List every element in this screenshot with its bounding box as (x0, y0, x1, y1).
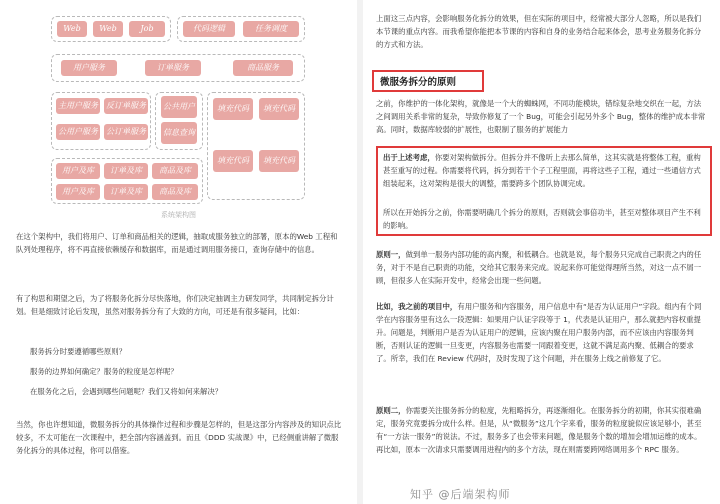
watermark: 知乎 @后端架构师 (410, 488, 511, 501)
paragraph: 上面这三点内容，会影响服务化拆分的效果，但在实际的项目中，经常被大部分人忽略，所以是我们本节课的重点内容。而我希望你能把本节课的内容和自身的业务结合起来体会，思考业务服务化拆分的方式和方法。 (376, 14, 702, 49)
highlight-paragraph (383, 151, 705, 190)
diagram-node: Web (57, 21, 87, 37)
diagram-node: 代码逻辑 (183, 21, 235, 37)
highlight-paragraph: 所以在开始拆分之前，你需要明确几个拆分的原则，否则就会事倍功半，甚至对整体项目产生不利的影响。 (383, 208, 701, 230)
diagram-node: Web (93, 21, 123, 37)
body-text: 做到单一服务内部功能的高内聚，和低耦合。也就是说，每个服务只完成自己职责之内的任务，对于不是自己职责的功能，交给其它服务来完成。说起来你可能觉得理所当然，对这一点不屑一顾，但很多人在实际开发中，经常会出现一些问题。 (376, 250, 702, 285)
diagram-node: 填充代码 (259, 150, 299, 172)
diagram-node: 公用户服务 (56, 124, 100, 140)
list-item: 服务的边界如何确定？服务的粒度是怎样呢？ (30, 367, 178, 376)
list-item: 在服务化之后，会遇到哪些问题呢？我们又将如何来解决？ (30, 387, 223, 396)
paragraph: 有了构思和期望之后，为了将服务化拆分尽快落地，你们决定抽调主力研发同学，共同制定拆分计划。但是细致讨论后发现，虽然对服务拆分有了大致的方向，可还是有很多疑问，比如： (16, 294, 334, 316)
body-text: 有用户服务和内容服务，用户信息中有“是否为认证用户”字段。组内有个同学在内容服务里有这么一段逻辑：如果用户认证字段等于 1，代表是认证用户，那么就把内容权重提升。问题是，判断用户是否为认证用户的逻辑，应该内聚在用户服务内部，而不应该由内容服务判断，否则认证的逻辑一旦变更，内容服务也需要一同跟着变更，这就不满足高内聚、低耦合的要求了。所幸，我们在 Review 代码时，及时发现了这个问题，并在服务上线之前修复了它。 (376, 302, 702, 363)
paragraph: 之前，你维护的一体化架构，就像是一个大的蜘蛛网，不同功能模块，错综复杂地交织在一起，方法之间调用关系非常的复杂，导致你修复了一个 Bug，可能会引起另外多个 Bug，整体的维护成本非常高。同时，数据库较弱的扩展性，也限制了服务的扩展能力 (376, 99, 706, 134)
diagram-node: 反订单服务 (104, 98, 148, 114)
diagram-node: 信息查询 (161, 122, 197, 144)
paragraph (376, 404, 708, 456)
body-text: 你需要关注服务拆分的粒度，先粗略拆分，再逐渐细化。在服务拆分的初期，你其实很难确定，服务究竟要拆分成什么样。但是，从“微服务”这几个字来看，服务的粒度貌似应该足够小，甚至有“一方法一服务”的说法。不过，服务多了也会带来问题，像是服务个数的增加会增加运维的成本。再比如，原本一次请求只需要调用进程内的多个方法，现在则需要跨网络调用多个 RPC 服务。 (376, 406, 702, 454)
diagram-node: 商品及库 (152, 184, 198, 200)
diagram-node: 用户服务 (61, 60, 117, 76)
paragraph: 在这个架构中，我们将用户、订单和商品相关的逻辑，抽取成服务独立的部署，原本的Web 工程和队列处理程序，将不再直接依赖缓存和数据库，而是通过调用服务接口，查询存储中的信息。 (16, 232, 338, 254)
lead-text: 出于上述考虑， (383, 153, 435, 162)
section-heading: 微服务拆分的原则 (380, 77, 457, 88)
paragraph (376, 300, 708, 365)
diagram-node: 用户及库 (56, 163, 100, 179)
architecture-diagram (47, 16, 307, 206)
body-text: 你要对架构做拆分。但拆分并不像听上去那么简单，这其实就是将整体工程，重构甚至重写的过程。你需要将代码，拆分到若干个子工程里面，再将这些子工程，通过一些通信方式组装起来，这对架构是很大的调整，需要跨多个团队协调完成。 (383, 153, 701, 188)
lead-text: 比如，我之前的项目中， (376, 302, 458, 311)
paragraph: 当然，你也许想知道，微服务拆分的具体操作过程和步骤是怎样的，但是这部分内容涉及的知识点比较多，不太可能在一次课程中，把全部内容涵盖到。而且《DDD 实战课》中，已经侧重讲解了微服务化拆分的具体过程，你可以借鉴。 (16, 420, 342, 455)
diagram-node: 主用户服务 (56, 98, 100, 114)
diagram-node: 公共用户 (161, 96, 197, 118)
diagram-node: 订单及库 (104, 184, 148, 200)
paragraph (376, 248, 708, 287)
lead-text: 原则一， (376, 250, 406, 259)
list-item: 服务拆分时要遵循哪些原则？ (30, 347, 127, 356)
lead-text: 原则二， (376, 406, 406, 415)
diagram-node: 填充代码 (213, 150, 253, 172)
diagram-node: 商品服务 (233, 60, 293, 76)
diagram-node: 填充代码 (213, 98, 253, 120)
diagram-node: 商品及库 (152, 163, 198, 179)
diagram-node: Job (129, 21, 165, 37)
right-page (363, 0, 720, 504)
diagram-node: 订单服务 (145, 60, 201, 76)
diagram-node: 订单及库 (104, 163, 148, 179)
diagram-node: 任务调度 (243, 21, 299, 37)
diagram-node: 填充代码 (259, 98, 299, 120)
diagram-node: 用户及库 (56, 184, 100, 200)
diagram-node: 公订单服务 (104, 124, 148, 140)
diagram-caption: 系统架构图 (161, 211, 196, 219)
left-page (0, 0, 357, 504)
